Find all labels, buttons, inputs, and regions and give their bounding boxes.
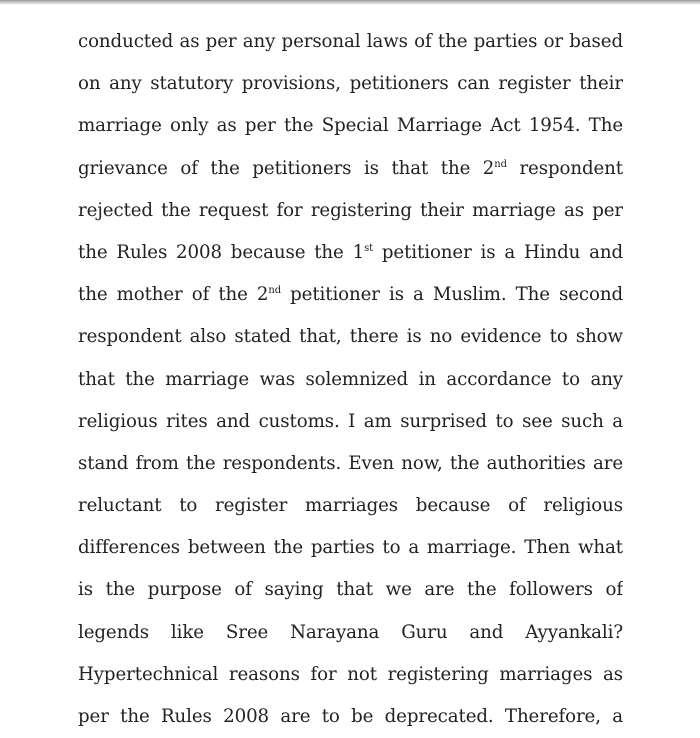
text-line: [78, 232, 623, 274]
text-segment: petitioner is a Hindu and: [373, 241, 623, 263]
text-segment: legends like Sree Narayana Guru and Ayyankali?: [78, 621, 623, 643]
text-segment: grievance of the petitioners is that the 2: [78, 157, 495, 179]
text-line: [78, 654, 623, 696]
text-segment: respondent also stated that, there is no evidence to show: [78, 326, 623, 348]
ordinal-superscript: nd: [494, 158, 507, 170]
text-line: [78, 316, 623, 358]
text-line: [78, 148, 623, 190]
text-segment: respondent: [506, 157, 623, 179]
text-segment: on any statutory provisions, petitioners can register their: [78, 73, 623, 95]
text-line: [78, 63, 623, 105]
text-segment: stand from the respondents. Even now, the authorities are: [78, 452, 623, 474]
text-line: [78, 105, 623, 147]
text-segment: the Rules 2008 because the 1: [78, 241, 365, 263]
text-line: [78, 527, 623, 569]
text-line: [78, 696, 623, 738]
ordinal-superscript: nd: [268, 285, 282, 297]
text-line: [78, 443, 623, 485]
text-segment: conducted as per any personal laws of the parties or based: [78, 31, 623, 52]
text-line: [78, 359, 623, 401]
text-line: [78, 274, 623, 316]
text-segment: Hypertechnical reasons for not registering marriages as: [78, 663, 623, 685]
text-segment: differences between the parties to a marriage. Then what: [78, 537, 623, 559]
text-segment: the mother of the 2: [78, 284, 269, 306]
text-segment: religious rites and customs. I am surprised to see such a: [78, 410, 623, 432]
text-segment: marriage only as per the Special Marriage Act 1954. The: [78, 115, 623, 137]
text-segment: rejected the request for registering their marriage as per: [78, 199, 623, 221]
text-line: [78, 485, 623, 527]
text-line: [78, 612, 623, 654]
ordinal-superscript: st: [364, 242, 374, 254]
text-segment: per the Rules 2008 are to be deprecated. Therefore, a: [78, 706, 623, 727]
text-segment: reluctant to register marriages because of religious: [78, 495, 623, 517]
text-segment: is the purpose of saying that we are the followers of: [78, 579, 623, 601]
text-segment: petitioner is a Muslim. The second: [281, 284, 623, 306]
page-top-shadow: [0, 0, 700, 5]
text-line: [78, 21, 623, 63]
text-segment: that the marriage was solemnized in accordance to any: [78, 368, 623, 390]
text-line: [78, 569, 623, 611]
document-body: [78, 21, 623, 738]
text-line: [78, 190, 623, 232]
text-line: [78, 401, 623, 443]
